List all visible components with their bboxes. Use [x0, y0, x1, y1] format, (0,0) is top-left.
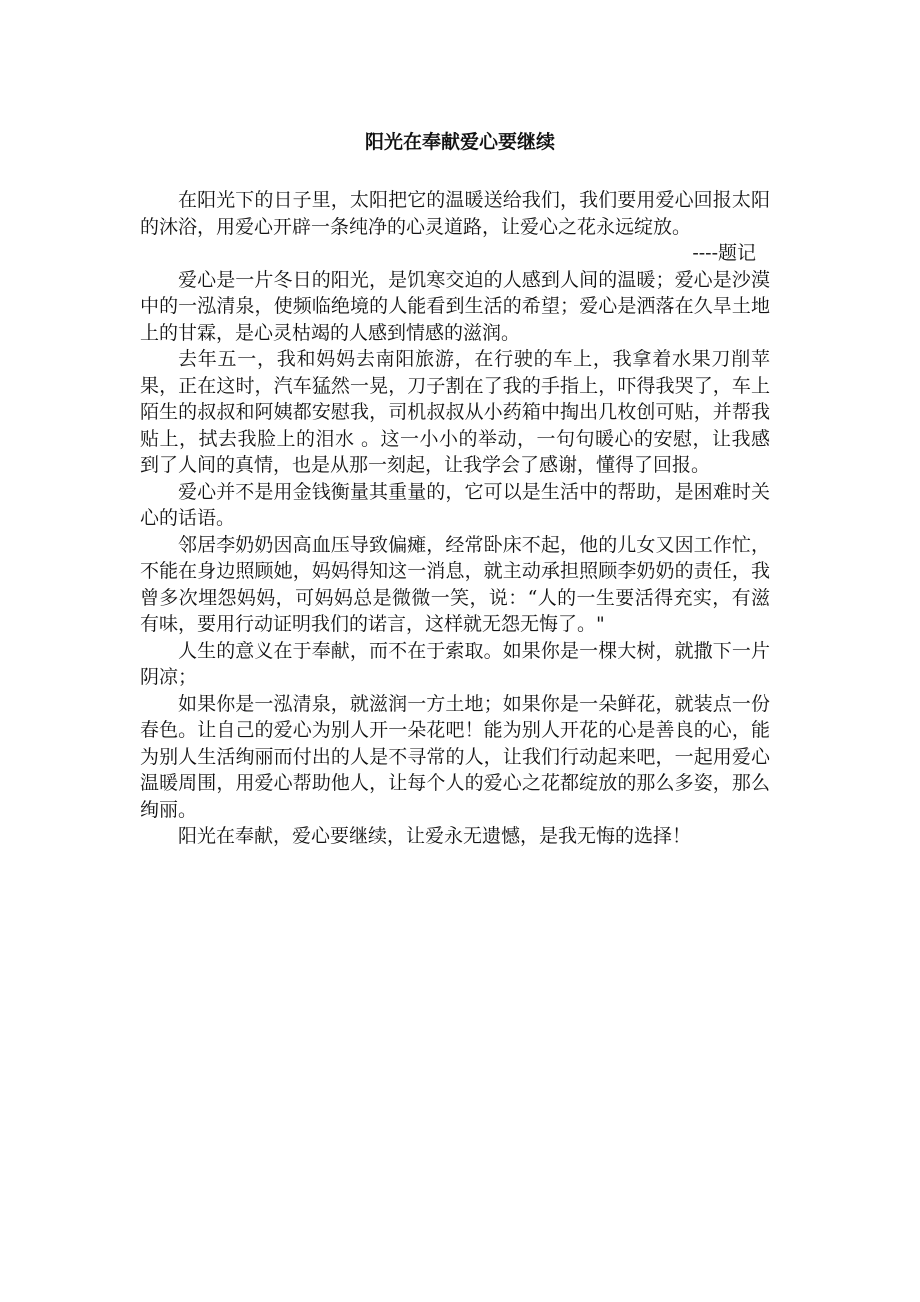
epigraph-signature: ----题记 [692, 242, 756, 264]
body-paragraph: 爱心是一片冬日的阳光，是饥寒交迫的人感到人间的温暖；爱心是沙漠中的一泓清泉，使频临绝境的人能看到生活的希望；爱心是洒落在久旱土地上的甘霖，是心灵枯竭的人感到情感的滋润。 [140, 268, 770, 344]
body-paragraph: 爱心并不是用金钱衡量其重量的，它可以是生活中的帮助，是困难时关心的话语。 [140, 480, 770, 529]
body-paragraph: 去年五一，我和妈妈去南阳旅游，在行驶的车上，我拿着水果刀削苹果，正在这时，汽车猛然一晃，刀子割在了我的手指上，吓得我哭了，车上陌生的叔叔和阿姨都安慰我，司机叔叔从小药箱中掏出几枚创可贴，并帮我贴上，拭去我脸上的泪水 。这一小小的举动，一句句暖心的安慰，让我感到了人间的真情，也是从那一刻起，让我学会了感谢，懂得了回报。 [140, 348, 770, 476]
body-paragraph: 邻居李奶奶因高血压导致偏瘫，经常卧床不起，他的儿女又因工作忙，不能在身边照顾她，妈妈得知这一消息，就主动承担照顾李奶奶的责任，我曾多次埋怨妈妈，可妈妈总是微微一笑，说：“人的一生要活得充实，有滋有味，要用行动证明我们的诺言，这样就无怨无悔了。" [140, 533, 770, 635]
document-title: 阳光在奉献爱心要继续 [364, 131, 555, 153]
document-body [140, 187, 770, 850]
body-paragraph: 人生的意义在于奉献，而不在于索取。如果你是一棵大树，就撒下一片阴凉； [140, 639, 770, 688]
closing-paragraph: 阳光在奉献，爱心要继续，让爱永无遗憾，是我无悔的选择！ [178, 825, 692, 847]
epigraph-paragraph: 在阳光下的日子里，太阳把它的温暖送给我们，我们要用爱心回报太阳的沐浴，用爱心开辟一条纯净的心灵道路，让爱心之花永远绽放。 [140, 189, 770, 238]
body-paragraph: 如果你是一泓清泉，就滋润一方土地；如果你是一朵鲜花，就装点一份春色。让自己的爱心为别人开一朵花吧！能为别人开花的心是善良的心，能为别人生活绚丽而付出的人是不寻常的人，让我们行动起来吧，一起用爱心温暖周围，用爱心帮助他人，让每个人的爱心之花都绽放的那么多姿，那么绚丽。 [140, 692, 770, 821]
